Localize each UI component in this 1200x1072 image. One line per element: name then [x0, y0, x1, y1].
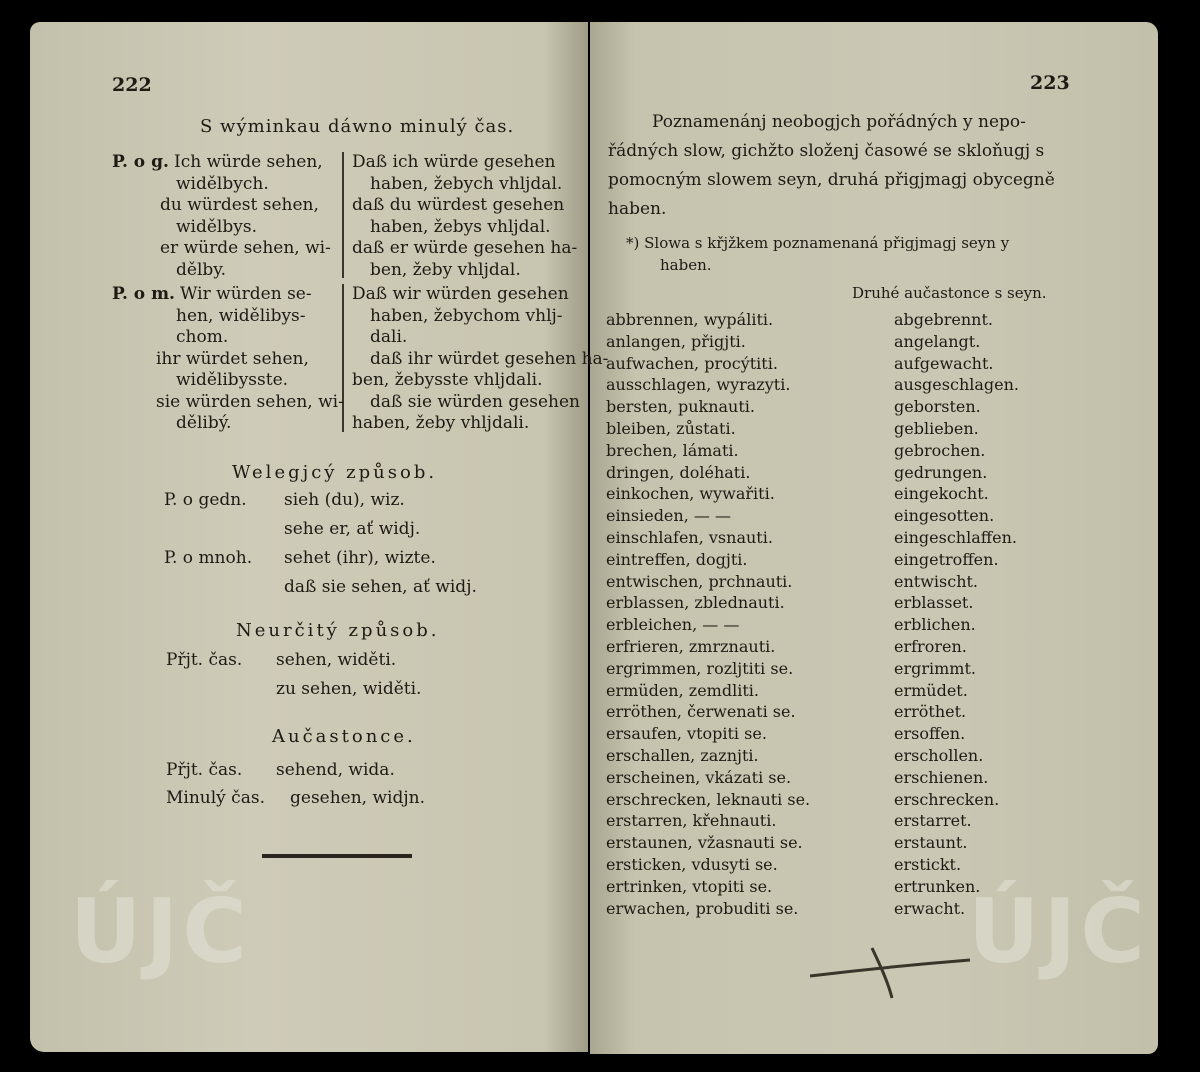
conditional-right-line: haben, žebys vhljdal.	[370, 216, 551, 237]
verb-infinitive: brechen, lámati.	[606, 440, 739, 460]
conditional-left-line: sie würden sehen, wi-	[156, 391, 344, 412]
conditional-right-line: ben, žebysste vhljdali.	[352, 370, 543, 390]
verb-infinitive: erwachen, probuditi se.	[606, 898, 799, 918]
verb-infinitive: erstarren, křehnauti.	[606, 811, 777, 831]
conditional-right-line: Daß ich würde gesehen	[352, 152, 556, 172]
conditional-right-line: daß er würde gesehen ha-	[352, 238, 578, 258]
verb-participle: angelangt.	[894, 331, 981, 351]
conditional-left-line: chom.	[176, 327, 229, 347]
participle-text: sehend, wida.	[276, 760, 395, 780]
verb-participle: eingesotten.	[894, 506, 995, 526]
verb-infinitive: dringen, doléhati.	[606, 462, 751, 482]
page-number-left: 222	[112, 74, 152, 96]
participle-text: gesehen, widjn.	[290, 788, 425, 808]
verb-infinitive: entwischen, prchnauti.	[606, 571, 793, 591]
conditional-left-line: dělibý.	[176, 413, 232, 433]
column-divider	[342, 152, 344, 278]
verb-participle: eingetroffen.	[894, 549, 999, 569]
imperative-text: daß sie sehen, ať widj.	[284, 577, 477, 597]
verb-participle: erblichen.	[894, 615, 976, 635]
verb-participle: ermüdet.	[894, 680, 968, 700]
verb-participle: eingeschlaffen.	[894, 528, 1017, 547]
infinitive-text: zu sehen, widěti.	[276, 679, 422, 699]
footnote-line: *) Slowa s křjžkem poznamenaná přigjmagj seyn y	[626, 234, 1010, 252]
verb-participle: gebrochen.	[894, 440, 986, 460]
verb-participle: aufgewacht.	[894, 353, 994, 373]
verb-participle: erfroren.	[894, 637, 967, 656]
verb-infinitive: bersten, puknauti.	[606, 397, 755, 417]
imperative-text: sieh (du), wiz.	[284, 490, 405, 510]
conditional-label: P. o g.	[112, 152, 169, 172]
verb-participle: ergrimmt.	[894, 658, 976, 678]
verb-infinitive: erblassen, zblednauti.	[606, 593, 785, 613]
conditional-right-line: daß ihr würdet gesehen ha-	[370, 348, 609, 369]
imperative-text: sehe er, ať widj.	[284, 519, 421, 539]
infinitive-heading: Neurčitý způsob.	[236, 620, 440, 641]
infinitive-label: Přjt. čas.	[166, 650, 243, 670]
verb-infinitive: ausschlagen, wyrazyti.	[606, 375, 791, 395]
conditional-right-line: haben, žebychom vhlj-	[370, 305, 563, 326]
verb-infinitive: einschlafen, vsnauti.	[606, 528, 773, 547]
verb-infinitive: ergrimmen, rozljtiti se.	[606, 658, 794, 678]
infinitive-text: sehen, widěti.	[276, 650, 397, 670]
footnote-line: haben.	[660, 256, 712, 274]
verb-participle: ausgeschlagen.	[894, 375, 1019, 395]
page-number-right: 223	[1030, 72, 1070, 94]
conditional-left-line: er würde sehen, wi-	[160, 238, 331, 258]
conditional-right-line: daß du würdest gesehen	[352, 195, 565, 215]
handwritten-cross-mark	[800, 940, 980, 1010]
conditional-left-line: dělby.	[176, 259, 227, 280]
conditional-left-line: du würdest sehen,	[160, 195, 319, 215]
verb-infinitive: aufwachen, procýtiti.	[606, 353, 778, 373]
verb-infinitive: einkochen, wywařiti.	[606, 484, 775, 504]
imperative-text: sehet (ihr), wizte.	[284, 548, 436, 568]
verb-participle: eingekocht.	[894, 484, 989, 504]
verb-participle: erstaunt.	[894, 833, 968, 853]
conditional-right-line: Daß wir würden gesehen	[352, 284, 569, 304]
verb-infinitive: bleiben, zůstati.	[606, 419, 736, 438]
conditional-right-line: daß sie würden gesehen	[370, 391, 581, 412]
verb-participle: erröthet.	[894, 702, 967, 722]
verb-participle: erschrecken.	[894, 789, 1000, 809]
column-header-participle: Druhé aučastonce s seyn.	[852, 284, 1047, 302]
intro-line: haben.	[608, 199, 667, 219]
conditional-right-line: haben, žebych vhljdal.	[370, 173, 563, 194]
verb-participle: erblasset.	[894, 593, 974, 613]
verb-infinitive: ermüden, zemdliti.	[606, 680, 759, 700]
verb-participle: ersoffen.	[894, 724, 966, 744]
verb-participle: entwischt.	[894, 571, 979, 591]
verb-participle: abgebrennt.	[894, 310, 993, 329]
verb-infinitive: erbleichen, — —	[606, 615, 740, 635]
intro-line: řádných slow, gichžto složenj časowé se skloňugj s	[608, 141, 1045, 161]
conditional-right-line: haben, žeby vhljdali.	[352, 413, 530, 433]
verb-infinitive: anlangen, přigjti.	[606, 331, 746, 351]
verb-participle: erschienen.	[894, 767, 989, 787]
conditional-left-line: hen, widělibys-	[176, 305, 306, 326]
verb-infinitive: erschrecken, leknauti se.	[606, 789, 811, 809]
verb-infinitive: abbrennen, wypáliti.	[606, 310, 774, 329]
verb-participle: erwacht.	[894, 898, 966, 918]
verb-participle: geborsten.	[894, 397, 981, 417]
verb-participle: erstickt.	[894, 855, 962, 874]
imperative-label: P. o mnoh.	[164, 548, 253, 568]
verb-infinitive: erschallen, zaznjti.	[606, 746, 759, 765]
imperative-heading: Welegjcý způsob.	[232, 462, 438, 483]
verb-infinitive: einsieden, — —	[606, 506, 731, 526]
imperative-label: P. o gedn.	[164, 490, 247, 510]
conditional-label: P. o m.	[112, 284, 175, 304]
verb-participle: gedrungen.	[894, 462, 988, 482]
intro-line: Poznamenánj neobogjch pořádných y nepo-	[652, 112, 1026, 132]
intro-line: pomocným slowem seyn, druhá přigjmagj obycegně	[608, 170, 1055, 190]
verb-infinitive: ertrinken, vtopiti se.	[606, 876, 773, 896]
conditional-left-line: widělibysste.	[176, 370, 289, 390]
verb-infinitive: erscheinen, vkázati se.	[606, 767, 792, 787]
conditional-left-line: Ich würde sehen,	[174, 152, 323, 172]
participle-heading: Aučastonce.	[272, 726, 416, 747]
watermark-left: ÚJČ	[70, 880, 251, 983]
end-rule	[262, 854, 412, 858]
verb-participle: erschollen.	[894, 746, 984, 765]
watermark-right: ÚJČ	[968, 880, 1149, 983]
conditional-right-line: ben, žeby vhljdal.	[370, 259, 521, 280]
verb-infinitive: erfrieren, zmrznauti.	[606, 637, 776, 656]
participle-label: Přjt. čas.	[166, 760, 243, 780]
conditional-left-line: widělbys.	[176, 216, 257, 237]
verb-infinitive: ersaufen, vtopiti se.	[606, 724, 767, 744]
verb-infinitive: ersticken, vdusyti se.	[606, 855, 778, 874]
conditional-left-line: Wir würden se-	[180, 284, 312, 304]
verb-infinitive: erröthen, čerwenati se.	[606, 702, 796, 722]
verb-infinitive: eintreffen, dogjti.	[606, 549, 748, 569]
verb-participle: geblieben.	[894, 419, 979, 438]
conditional-left-line: ihr würdet sehen,	[156, 348, 309, 369]
participle-label: Minulý čas.	[166, 788, 265, 808]
conditional-right-line: dali.	[370, 327, 408, 347]
section-heading-conditional: S wýminkau dáwno minulý čas.	[200, 116, 515, 137]
conditional-left-line: widělbych.	[176, 173, 269, 194]
verb-participle: erstarret.	[894, 811, 972, 831]
verb-infinitive: erstaunen, vžasnauti se.	[606, 833, 803, 853]
verb-participle: ertrunken.	[894, 876, 981, 896]
